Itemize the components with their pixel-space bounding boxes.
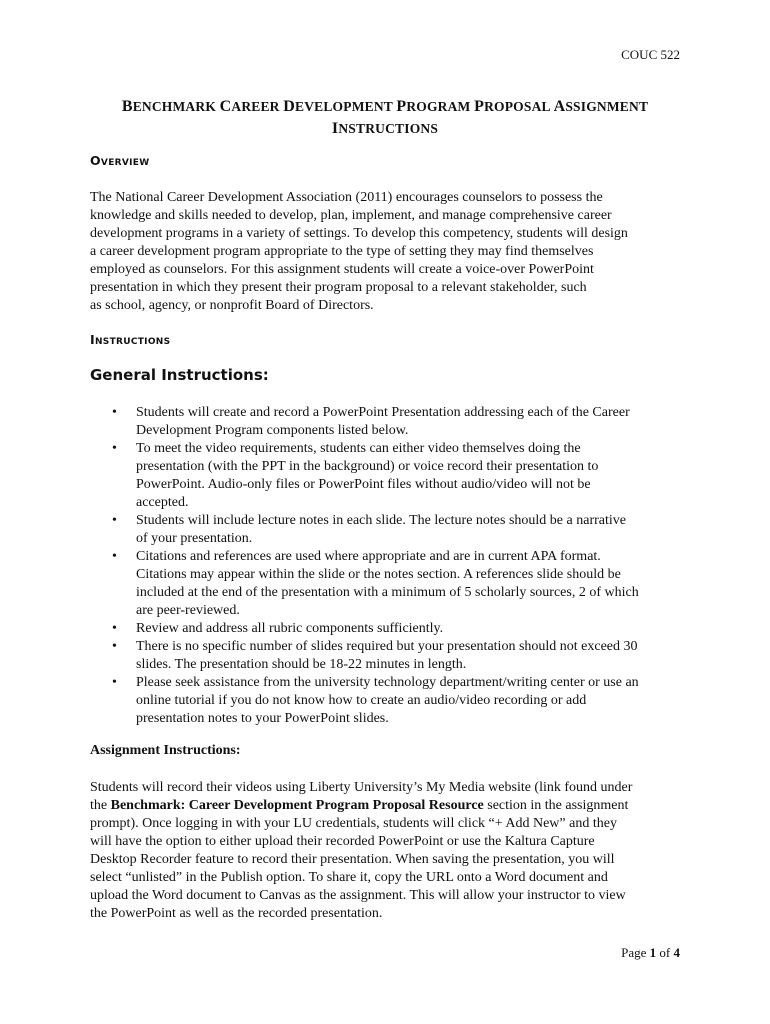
list-item-line: online tutorial if you do not know how to create an audio/video recording or add <box>136 693 587 708</box>
list-item-line: slides. The presentation should be 18-22 minutes in length. <box>136 657 467 672</box>
list-item <box>90 674 690 728</box>
title-initial: A <box>553 98 566 115</box>
paragraph-line: The National Career Development Association (2011) encourages counselors to possess the <box>90 190 603 205</box>
of-label: of <box>656 945 674 960</box>
current-page: 1 <box>649 945 657 960</box>
list-item-line: are peer-reviewed. <box>136 603 240 618</box>
paragraph-line <box>90 797 690 815</box>
paragraph-line: employed as counselors. For this assignment students will create a voice-over PowerPoint <box>90 262 594 277</box>
title-initial: D <box>283 98 295 115</box>
paragraph-line: as school, agency, or nonprofit Board of Directors. <box>90 298 374 313</box>
paragraph-line: a career development program appropriate to the type of setting they may find themselves <box>90 244 594 259</box>
bullet-icon: • <box>112 639 117 654</box>
list-item-line: Students will create and record a PowerPoint Presentation addressing each of the Career <box>136 405 630 420</box>
list-item <box>90 440 690 512</box>
bullet-icon: • <box>112 549 117 564</box>
list-item <box>90 512 690 548</box>
list-item-line: There is no specific number of slides required but your presentation should not exceed 30 <box>136 639 638 654</box>
title-word: ROPOSAL <box>484 99 554 114</box>
list-item-line: Citations and references are used where appropriate and are in current APA format. <box>136 549 601 564</box>
title-word: AREER <box>231 99 284 114</box>
paragraph-line: select “unlisted” in the Publish option. To share it, copy the URL onto a Word document and <box>90 870 608 885</box>
bullet-icon: • <box>112 513 117 528</box>
page-number <box>621 945 680 961</box>
title-initial: C <box>219 98 232 115</box>
bullet-icon: • <box>112 441 117 456</box>
paragraph-line: Desktop Recorder feature to record their presentation. When saving the presentation, you will <box>90 852 615 867</box>
list-item-line: Review and address all rubric components sufficiently. <box>136 621 444 636</box>
total-pages: 4 <box>673 945 680 960</box>
list-item-line: Citations may appear within the slide or the notes section. A references slide should be <box>136 567 621 582</box>
list-item-line: presentation (with the PPT in the background) or voice record their presentation to <box>136 459 599 474</box>
list-item-line: Development Program components listed below. <box>136 423 409 438</box>
overview-paragraph <box>90 189 685 315</box>
list-item-line: Please seek assistance from the university technology department/writing center or use an <box>136 675 639 690</box>
general-instructions-list <box>90 404 690 728</box>
title-initial: P <box>474 98 485 115</box>
paragraph-line: presentation in which they present their program proposal to a relevant stakeholder, such <box>90 280 587 295</box>
title-initial: B <box>121 98 133 115</box>
title-line-1 <box>90 96 680 118</box>
general-instructions-heading: General Instructions: <box>90 366 269 384</box>
list-item-line: of your presentation. <box>136 531 253 546</box>
assignment-instructions-heading: Assignment Instructions: <box>90 743 241 758</box>
text-segment: section in the assignment <box>483 798 629 813</box>
list-item-line: PowerPoint. Audio-only files or PowerPoint files without audio/video will not be <box>136 477 591 492</box>
paragraph-line: knowledge and skills needed to develop, plan, implement, and manage comprehensive career <box>90 208 612 223</box>
list-item-line: To meet the video requirements, students can either video themselves doing the <box>136 441 581 456</box>
title-word: SSIGNMENT <box>565 99 649 114</box>
title-initial: I <box>331 120 339 137</box>
paragraph-line: development programs in a variety of settings. To develop this competency, students will design <box>90 226 628 241</box>
paragraph-line: prompt). Once logging in with your LU credentials, students will click “+ Add New” and they <box>90 816 617 831</box>
assignment-paragraph <box>90 779 690 923</box>
title-line-2 <box>90 118 680 140</box>
bullet-icon: • <box>112 675 117 690</box>
title-initial: P <box>396 98 407 115</box>
title-word: NSTRUCTIONS <box>338 121 439 136</box>
bullet-icon: • <box>112 405 117 420</box>
overview-heading: Overview <box>90 153 150 168</box>
list-item <box>90 404 690 440</box>
bullet-icon: • <box>112 621 117 636</box>
paragraph-line: the PowerPoint as well as the recorded presentation. <box>90 906 383 921</box>
title-word: EVELOPMENT <box>294 99 397 114</box>
list-item-line: included at the end of the presentation with a minimum of 5 scholarly sources, 2 of which <box>136 585 639 600</box>
list-item <box>90 638 690 674</box>
paragraph-line: upload the Word document to Canvas as the assignment. This will allow your instructor to view <box>90 888 626 903</box>
list-item <box>90 620 690 638</box>
course-code: COUC 522 <box>621 47 680 62</box>
text-segment: the <box>90 798 111 813</box>
resource-link-name: Benchmark: Career Development Program Proposal Resource <box>110 798 484 813</box>
list-item <box>90 548 690 620</box>
list-item-line: presentation notes to your PowerPoint slides. <box>136 711 389 726</box>
title-word: ROGRAM <box>406 99 475 114</box>
page-label: Page <box>621 945 650 960</box>
document-title <box>90 96 680 140</box>
paragraph-line: will have the option to either upload their recorded PowerPoint or use the Kaltura Capture <box>90 834 595 849</box>
list-item-line: accepted. <box>136 495 189 510</box>
list-item-line: Students will include lecture notes in each slide. The lecture notes should be a narrative <box>136 513 626 528</box>
instructions-heading: Instructions <box>90 332 171 347</box>
paragraph-line: Students will record their videos using Liberty University’s My Media website (link found under <box>90 780 633 795</box>
title-word: ENCHMARK <box>132 99 220 114</box>
